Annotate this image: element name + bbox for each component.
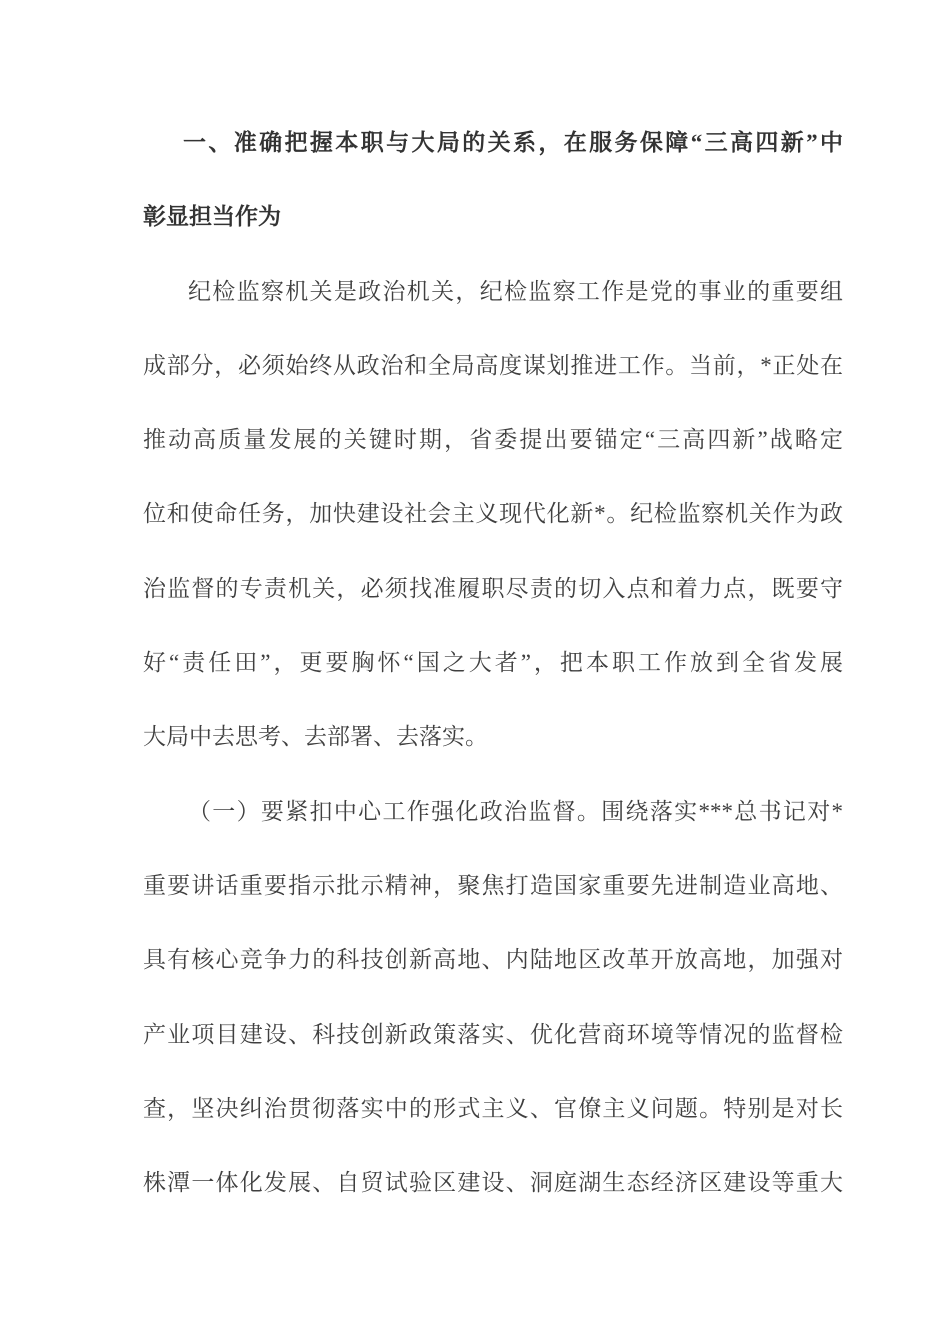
paragraph-1-line-3: 推动高质量发展的关键时期，省委提出要锚定“三高四新”战略定	[143, 427, 843, 453]
document-content	[143, 106, 843, 1220]
section-heading-line-2: 彰显担当作为	[143, 204, 281, 230]
paragraph-2-line-6: 株潭一体化发展、自贸试验区建设、洞庭湖生态经济区建设等重大	[143, 1170, 843, 1196]
paragraph-1-line-4: 位和使命任务，加快建设社会主义现代化新*。纪检监察机关作为政	[143, 501, 843, 527]
paragraph-1-line-1: 纪检监察机关是政治机关，纪检监察工作是党的事业的重要组	[188, 278, 843, 304]
paragraph-2-line-2: 重要讲话重要指示批示精神，聚焦打造国家重要先进制造业高地、	[143, 872, 843, 898]
paragraph-1-line-5: 治监督的专责机关，必须找准履职尽责的切入点和着力点，既要守	[143, 575, 843, 601]
paragraph-1-line-6: 好“责任田”，更要胸怀“国之大者”，把本职工作放到全省发展	[143, 650, 843, 676]
paragraph-1-line-2: 成部分，必须始终从政治和全局高度谋划推进工作。当前，*正处在	[143, 352, 843, 378]
paragraph-2-line-3: 具有核心竞争力的科技创新高地、内陆地区改革开放高地，加强对	[143, 947, 843, 973]
section-heading-line-1: 一、准确把握本职与大局的关系，在服务保障“三高四新”中	[183, 130, 843, 155]
paragraph-2-line-5: 查，坚决纠治贯彻落实中的形式主义、官僚主义问题。特别是对长	[143, 1095, 843, 1121]
paragraph-2-line-4: 产业项目建设、科技创新政策落实、优化营商环境等情况的监督检	[143, 1021, 843, 1047]
paragraph-2-line-1: （一）要紧扣中心工作强化政治监督。围绕落实***总书记对*	[188, 798, 843, 824]
paragraph-1-line-7: 大局中去思考、去部署、去落实。	[143, 724, 488, 750]
